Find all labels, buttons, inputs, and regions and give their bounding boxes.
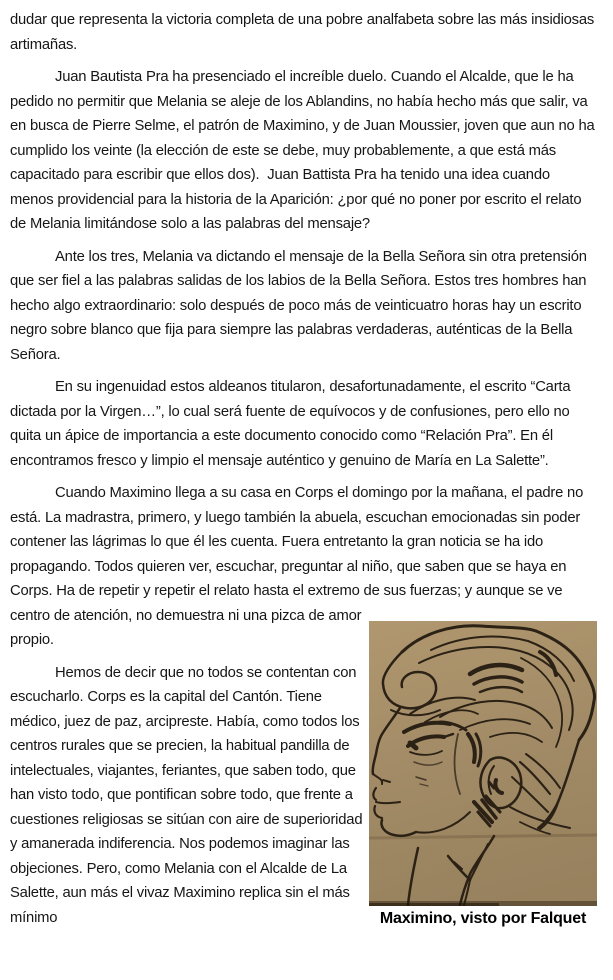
portrait-sketch-image xyxy=(369,621,597,906)
portrait-figure xyxy=(365,621,597,928)
paragraph: Cuando Maximino llega a su casa en Corps el domingo por la mañana, el padre no está. La madrastra, primero, y luego también la abuela, escuchan emocionadas sin poder contener las lágrimas lo que él les cuenta. Fuera entretanto la gran noticia se ha ido propagando. Todos quieren ver, escuchar, preguntar al niño, que saben que se haya en Corps. Ha de repetir y repetir el relato hasta el extremo de sus fuerzas; y aunque se ve centro de atención, no demuestra ni una pizca de amor propio. xyxy=(10,485,588,648)
boy-profile-sketch xyxy=(369,621,597,906)
portrait-caption: Maximino, visto por Falquet xyxy=(379,910,587,927)
paragraph: dudar que representa la victoria completa de una pobre analfabeta sobre las más insidiosas artimañas. xyxy=(10,12,599,53)
paragraph: Hemos de decir que no todos se contentan con escucharlo. Corps es la capital del Cantón. Tiene médico, juez de paz, arcipreste. Había, como todos los centros rurales que se precien, la habitual pandilla de intelectuales, viajantes, feriantes, que saben todo, que han visto todo, que pontifican sobre todo, que frente a cuestiones religiosas se sitúan con aire de superioridad y amanerada indiferencia. Nos podemos imaginar las objeciones. Pero, como Melania con el Alcalde de La Salette, aun más el vivaz Maximino replica sin el más mínimo xyxy=(10,664,367,926)
paragraph: Ante los tres, Melania va dictando el mensaje de la Bella Señora sin otra pretensión que ser fiel a las palabras salidas de los labios de la Bella Señora. Estos tres hombres han hecho algo extraordinario: solo después de poco más de veinticuatro horas hay un escrito negro sobre blanco que fija para siempre las palabras verdaderas, auténticas de la Bella Señora. xyxy=(10,248,591,363)
paragraph: En su ingenuidad estos aldeanos titularon, desafortunadamente, el escrito “Carta dictada por la Virgen…”, lo cual será fuente de equívocos y de confusiones, pero ello no quita un ápice de importancia a este documento conocido como “Relación Pra”. En él encontramos fresco y limpio el mensaje auténtico y genuino de María en La Salette”. xyxy=(10,379,575,469)
paragraph: Juan Bautista Pra ha presenciado el increíble duelo. Cuando el Alcalde, que le ha pedido no permitir que Melania se aleje de los Ablandins, no había hecho más que salir, va en busca de Pierre Selme, el patrón de Maximino, y de Juan Moussier, joven que aun no ha cumplido los veinte (la elección de este se debe, muy probablemente, a que está más capacitado para escribir que ellos dos). Juan Battista Pra ha tenido una idea cuando menos providencial para la historia de la Aparición: ¿por qué no poner por escrito el relato de Melania limitándose solo a las palabras del mensaje? xyxy=(10,69,599,232)
